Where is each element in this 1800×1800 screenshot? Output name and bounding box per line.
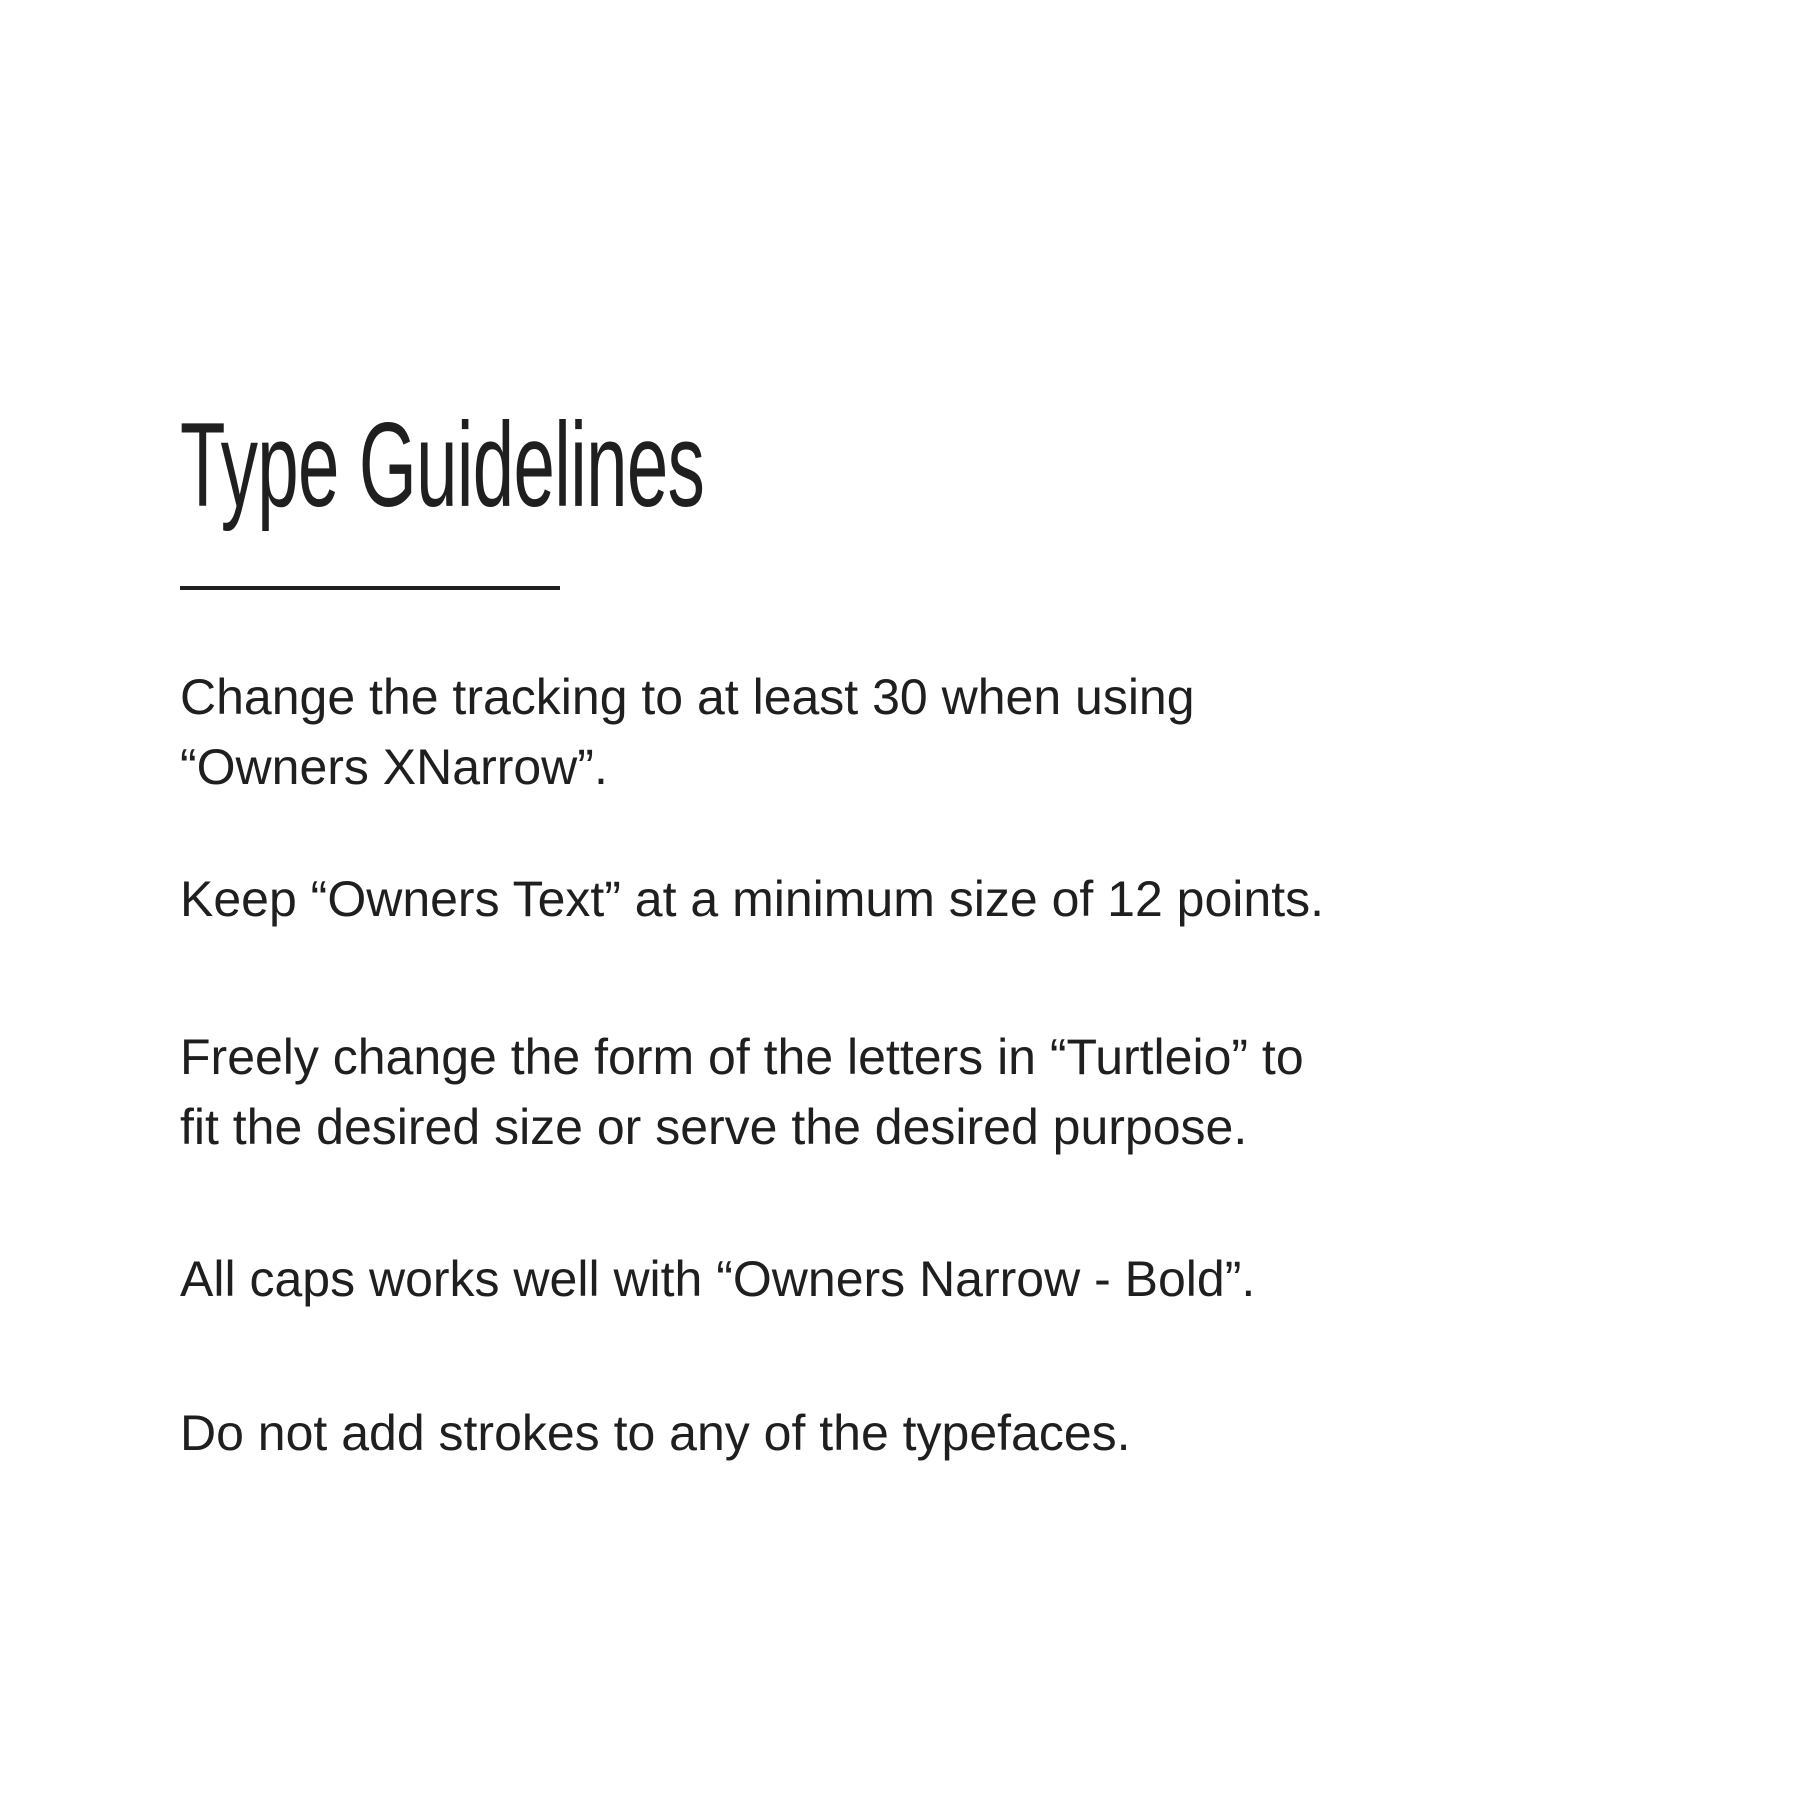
guideline-line: Freely change the form of the letters in “Turtleio” to <box>180 1029 1304 1085</box>
guideline-tracking <box>180 662 1195 802</box>
guideline-letterforms <box>180 1022 1304 1162</box>
guideline-minimum-size <box>180 864 1324 934</box>
guideline-line: fit the desired size or serve the desired purpose. <box>180 1099 1248 1155</box>
page-title: Type Guidelines <box>180 398 705 532</box>
guideline-line: All caps works well with “Owners Narrow - Bold”. <box>180 1251 1256 1307</box>
guideline-line: Keep “Owners Text” at a minimum size of 12 points. <box>180 871 1324 927</box>
guideline-all-caps <box>180 1244 1255 1314</box>
guideline-line: “Owners XNarrow”. <box>180 739 608 795</box>
guideline-line: Change the tracking to at least 30 when using <box>180 669 1195 725</box>
guideline-no-strokes <box>180 1398 1131 1468</box>
title-underline <box>180 586 560 590</box>
guideline-line: Do not add strokes to any of the typefaces. <box>180 1405 1131 1461</box>
